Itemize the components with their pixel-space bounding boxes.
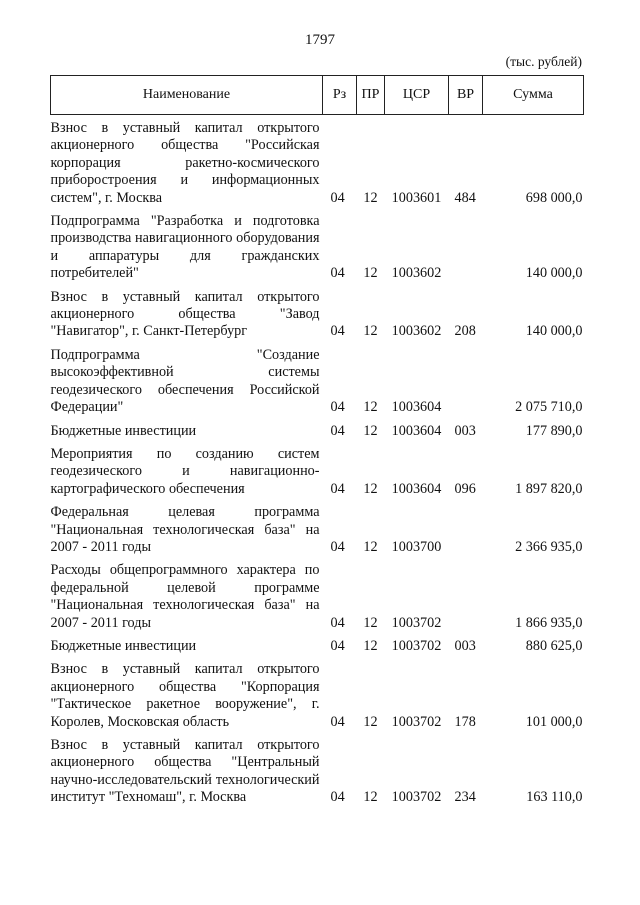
row-rz: 04: [330, 323, 345, 340]
row-rz: 04: [330, 422, 345, 439]
table-body: [51, 115, 584, 809]
row-name: Взнос в уставный капитал открытого акционерного общества "Российская корпорация ракетно-космического приборостроения и информационных систем", г. Москва: [50, 120, 320, 206]
row-csr: 1003702: [391, 614, 442, 631]
row-vr: [449, 343, 483, 419]
row-vr: [449, 558, 483, 634]
row-rz: 04: [330, 189, 345, 206]
row-name: Подпрограмма "Создание высокоэффективной системы геодезического обеспечения Российской Федерации": [50, 346, 320, 416]
row-vr: [449, 500, 483, 558]
row-sum: 140 000,0: [525, 265, 583, 282]
table-row: [51, 657, 584, 733]
row-csr: 1003702: [391, 637, 442, 654]
row-name: Бюджетные инвестиции: [50, 422, 197, 439]
table-row: [51, 419, 584, 442]
row-rz: 04: [330, 265, 345, 282]
table-row: [51, 634, 584, 657]
row-csr: 1003602: [391, 265, 442, 282]
row-name: Федеральная целевая программа "Национальная технологическая база" на 2007 - 2011 годы: [50, 504, 320, 555]
row-csr: 1003601: [391, 189, 442, 206]
units-label: (тыс. рублей): [505, 54, 582, 69]
row-sum: 163 110,0: [526, 789, 583, 806]
page-number: 1797: [305, 32, 335, 48]
row-pr: 12: [363, 399, 378, 416]
row-sum: 2 366 935,0: [515, 538, 583, 555]
row-rz: 04: [330, 789, 345, 806]
row-rz: 04: [330, 637, 345, 654]
row-vr: 178: [454, 713, 476, 730]
row-csr: 1003702: [391, 713, 442, 730]
row-pr: 12: [363, 614, 378, 631]
row-pr: 12: [363, 189, 378, 206]
row-sum: 2 075 710,0: [515, 399, 583, 416]
row-rz: 04: [330, 614, 345, 631]
row-pr: 12: [363, 265, 378, 282]
row-pr: 12: [363, 637, 378, 654]
row-sum: 177 890,0: [525, 422, 583, 439]
row-rz: 04: [330, 399, 345, 416]
row-name: Расходы общепрограммного характера по федеральной целевой программе "Национальная технологическая база" на 2007 - 2011 годы: [50, 562, 320, 631]
row-sum: 1 897 820,0: [515, 480, 583, 497]
row-vr: [449, 209, 483, 285]
table-row: [51, 115, 584, 210]
row-csr: 1003602: [391, 323, 442, 340]
row-pr: 12: [363, 713, 378, 730]
row-name: Подпрограмма "Разработка и подготовка производства навигационного оборудования и аппаратуры для гражданских потребителей": [50, 213, 320, 282]
row-sum: 140 000,0: [525, 323, 583, 340]
row-vr: 234: [454, 789, 476, 806]
row-pr: 12: [363, 323, 378, 340]
row-vr: 003: [454, 637, 476, 654]
row-pr: 12: [363, 480, 378, 497]
row-csr: 1003700: [391, 538, 442, 555]
row-sum: 1 866 935,0: [515, 614, 583, 631]
row-sum: 101 000,0: [525, 713, 583, 730]
row-name: Взнос в уставный капитал открытого акционерного общества "Центральный научно-исследовательский технологический институт "Техномаш", г. Москва: [50, 737, 320, 806]
row-vr: 096: [454, 480, 476, 497]
row-sum: 880 625,0: [525, 637, 583, 654]
header-name: Наименование: [51, 76, 323, 115]
budget-table: [50, 75, 584, 809]
row-name: Бюджетные инвестиции: [50, 637, 197, 654]
row-name: Взнос в уставный капитал открытого акционерного общества "Завод "Навигатор", г. Санкт-Петербург: [50, 288, 320, 340]
table-row: [51, 285, 584, 343]
table-row: [51, 733, 584, 809]
table-row: [51, 500, 584, 558]
header-pr: ПР: [357, 76, 385, 115]
row-name: Мероприятия по созданию систем геодезического и навигационно-картографического обеспечения: [50, 445, 320, 497]
row-pr: 12: [363, 538, 378, 555]
row-csr: 1003604: [391, 422, 442, 439]
table-row: [51, 442, 584, 500]
row-rz: 04: [330, 480, 345, 497]
row-pr: 12: [363, 422, 378, 439]
row-pr: 12: [363, 789, 378, 806]
header-sum: Сумма: [483, 76, 584, 115]
header-vr: ВР: [449, 76, 483, 115]
row-vr: 003: [454, 422, 476, 439]
table-row: [51, 209, 584, 285]
header-rz: Рз: [323, 76, 357, 115]
row-csr: 1003702: [391, 789, 442, 806]
header-csr: ЦСР: [385, 76, 449, 115]
table-header: [51, 76, 584, 115]
row-vr: 208: [454, 323, 476, 340]
row-sum: 698 000,0: [525, 189, 583, 206]
row-vr: 484: [454, 189, 476, 206]
row-csr: 1003604: [391, 399, 442, 416]
row-csr: 1003604: [391, 480, 442, 497]
row-name: Взнос в уставный капитал открытого акционерного общества "Корпорация "Тактическое ракетное вооружение", г. Королев, Московская область: [50, 661, 320, 730]
row-rz: 04: [330, 713, 345, 730]
row-rz: 04: [330, 538, 345, 555]
table-row: [51, 558, 584, 634]
table-row: [51, 343, 584, 419]
